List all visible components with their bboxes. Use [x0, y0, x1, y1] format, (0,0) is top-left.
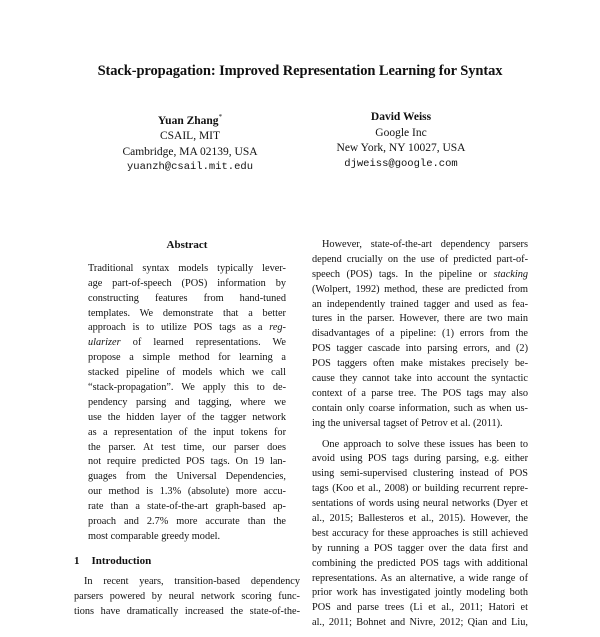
- text-line: constructing features from hand-tuned: [88, 292, 286, 304]
- text-line: pendency parsing and tagging, where we: [88, 396, 286, 408]
- text-line: our method is 1.3% (absolute) more accu-: [88, 486, 286, 498]
- text-line: templates. We demonstrate that a better: [88, 307, 286, 319]
- author-block-2: [286, 110, 516, 172]
- author-address: Cambridge, MA 02139, USA: [122, 145, 258, 158]
- text-line: combining the predicted POS tags with additional: [312, 557, 528, 569]
- text-line: In recent years, transition-based dependency: [84, 575, 300, 587]
- text-line: ing the universal tagset of Petrov et al. (2011).: [312, 417, 503, 429]
- section-number: 1: [74, 554, 80, 567]
- author-email: djweiss@google.com: [344, 157, 458, 170]
- text-line: sentations of words using neural networks (Dyer et: [312, 498, 528, 510]
- text-line: POS tagger cascade into parsing errors, and (2): [312, 343, 528, 355]
- text-line: POS and parse trees (Li et al., 2011; Hatori et: [312, 602, 528, 614]
- introduction-heading: [74, 554, 300, 569]
- author-address: New York, NY 10027, USA: [336, 142, 466, 154]
- text-line: by running a POS tagger over the data first and: [312, 542, 528, 554]
- left-column: [74, 238, 300, 619]
- text-line: “stack-propagation”. We apply this to de-: [88, 382, 286, 394]
- author-name: David Weiss: [370, 111, 432, 123]
- abstract-body: [74, 262, 300, 545]
- text-line: propose a simple method for learning a: [88, 352, 286, 364]
- text-line: disadvantages of a pipeline: (1) errors from the: [312, 328, 528, 340]
- text-line: However, state-of-the-art dependency parsers: [322, 239, 528, 250]
- author-affiliation: Google Inc: [375, 126, 427, 139]
- text-line: tags (Koo et al., 2008) or building recurrent repre-: [312, 483, 528, 495]
- text-line: context of a parse tree. The POS tags may also: [312, 387, 528, 399]
- text-line: proach and 2.7% more accurate than the: [88, 516, 286, 528]
- right-paragraph-1: [312, 238, 528, 432]
- right-column: [312, 238, 528, 637]
- author-email: yuanzh@csail.mit.edu: [126, 161, 254, 174]
- text-line: ularizer of learned representations. We: [88, 337, 286, 349]
- author-affiliation: CSAIL, MIT: [159, 130, 221, 143]
- author-name: Yuan Zhang*: [157, 113, 223, 127]
- text-line: use the hidden layer of the tagger network: [88, 411, 286, 423]
- text-line: age part-of-speech (POS) information by: [88, 277, 286, 289]
- text-line: prior work has investigated jointly modeling both: [312, 587, 528, 599]
- text-line: al., 2011; Bohnet and Nivre, 2012; Qian and Liu,: [312, 617, 528, 629]
- text-line: speech (POS) tags. In the pipeline or stacking: [312, 268, 528, 280]
- text-line: approach is to utilize POS tags as a reg-: [88, 322, 286, 334]
- text-line: an independently trained tagger and used as fea-: [312, 298, 528, 310]
- introduction-body: [74, 575, 300, 620]
- text-line: tions have dramatically increased the state-of-the-: [74, 605, 300, 617]
- text-line: most comparable greedy model.: [88, 530, 221, 542]
- author-block-1: [75, 110, 305, 176]
- section-title: Introduction: [91, 554, 152, 567]
- text-line: POS taggers often make mistakes precisely be-: [312, 358, 528, 370]
- text-line: One approach to solve these issues has been to: [322, 438, 528, 450]
- text-line: rate than a state-of-the-art graph-based ap-: [88, 501, 286, 513]
- text-line: al., 2015; Ballesteros et al., 2015). However, the: [312, 513, 528, 525]
- text-line: cause they cannot take into account the syntactic: [312, 373, 528, 385]
- text-line: stacked pipeline of models which we call: [88, 367, 286, 379]
- text-line: the parser. At test time, our parser does: [88, 441, 286, 453]
- text-line: parsers powered by neural network scoring func-: [74, 590, 300, 602]
- text-line: tures in the parser. However, there are two main: [312, 313, 528, 325]
- text-line: representations. As an alternative, a wide range of: [312, 572, 528, 584]
- right-paragraph-2: [312, 438, 528, 632]
- abstract-heading: Abstract: [166, 239, 208, 251]
- text-line: not require predicted POS tags. On 19 lan-: [88, 456, 286, 468]
- text-line: guages from the Universal Dependencies,: [88, 471, 286, 483]
- text-line: (Wolpert, 1992) method, these are predicted from: [312, 283, 528, 295]
- text-line: Traditional syntax models typically lever-: [88, 262, 286, 274]
- text-line: avoid using POS tags during parsing, e.g. either: [312, 453, 528, 465]
- text-line: best accuracy for these approaches is still achieved: [312, 527, 528, 539]
- text-line: as a representation of the input tokens for: [88, 426, 286, 438]
- text-line: contain only coarse information, such as when us-: [312, 402, 528, 414]
- text-line: depend crucially on the use of predicted part-of-: [312, 253, 528, 265]
- text-line: using semi-supervised clustering instead of POS: [312, 468, 528, 480]
- paper-title: Stack-propagation: Improved Representation Learning for Syntax: [97, 63, 503, 79]
